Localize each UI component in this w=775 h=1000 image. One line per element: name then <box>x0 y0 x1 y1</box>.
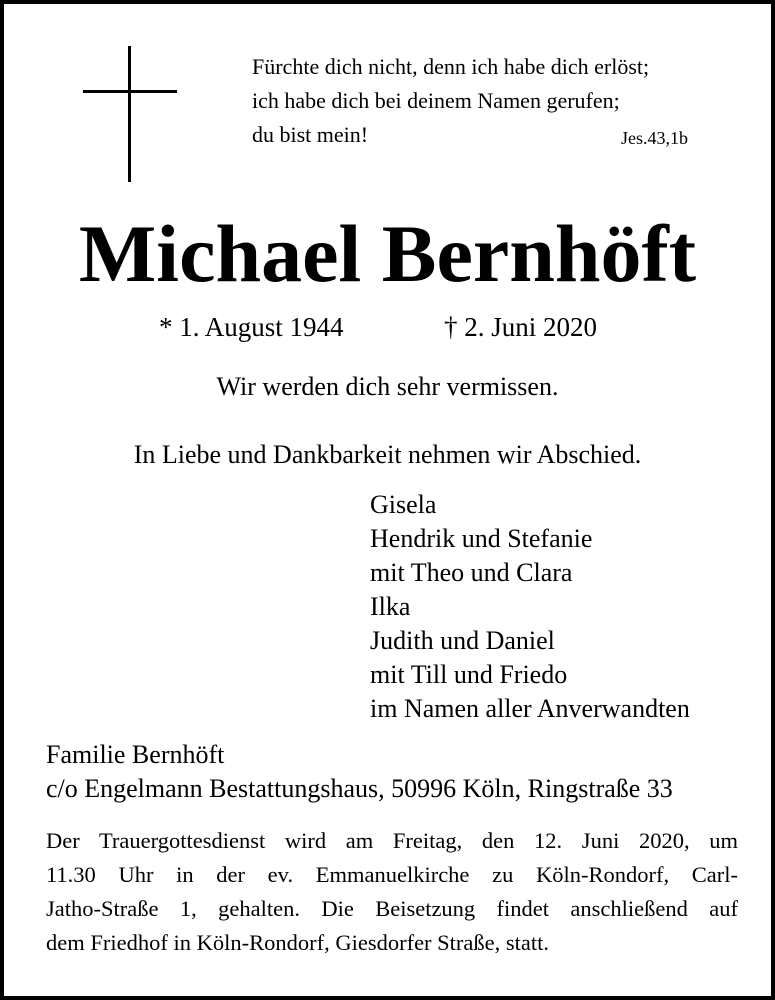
service-line: 11.30 Uhr in der ev. Emmanuelkirche zu Köln-Rondorf, Carl- <box>46 862 738 887</box>
deceased-name: Michael Bernhöft <box>78 208 697 299</box>
service-line: dem Friedhof in Köln-Rondorf, Giesdorfer Straße, statt. <box>46 930 550 955</box>
contact-funeral-home: c/o Engelmann Bestattungshaus, 50996 Köln, Ringstraße 33 <box>46 774 673 803</box>
list-item: Judith und Daniel <box>370 626 555 655</box>
birth-date: * 1. August 1944 <box>159 312 344 342</box>
list-item: mit Till und Friedo <box>370 660 568 689</box>
service-line: Jatho-Straße 1, gehalten. Die Beisetzung findet anschließend auf <box>46 896 738 921</box>
list-item: mit Theo und Clara <box>370 558 573 587</box>
bible-verse <box>252 50 649 152</box>
miss-text: Wir werden dich sehr vermissen. <box>216 372 559 401</box>
service-details <box>46 824 738 960</box>
list-item: Gisela <box>370 490 437 519</box>
list-item: im Namen aller Anverwandten <box>370 694 690 723</box>
verse-line: ich habe dich bei deinem Namen gerufen; <box>252 88 620 113</box>
verse-reference: Jes.43,1b <box>621 128 688 148</box>
death-date: † 2. Juni 2020 <box>444 312 598 342</box>
verse-line: du bist mein! <box>252 122 369 147</box>
cross-icon <box>83 46 177 182</box>
list-item: Hendrik und Stefanie <box>370 524 593 553</box>
service-line: Der Trauergottesdienst wird am Freitag, den 12. Juni 2020, um <box>46 828 738 853</box>
mourners-list <box>370 488 690 726</box>
contact-address <box>46 738 673 806</box>
verse-line: Fürchte dich nicht, denn ich habe dich erlöst; <box>252 54 650 79</box>
list-item: Ilka <box>370 592 411 621</box>
farewell-text: In Liebe und Dankbarkeit nehmen wir Abschied. <box>133 440 642 469</box>
contact-family: Familie Bernhöft <box>46 740 225 769</box>
